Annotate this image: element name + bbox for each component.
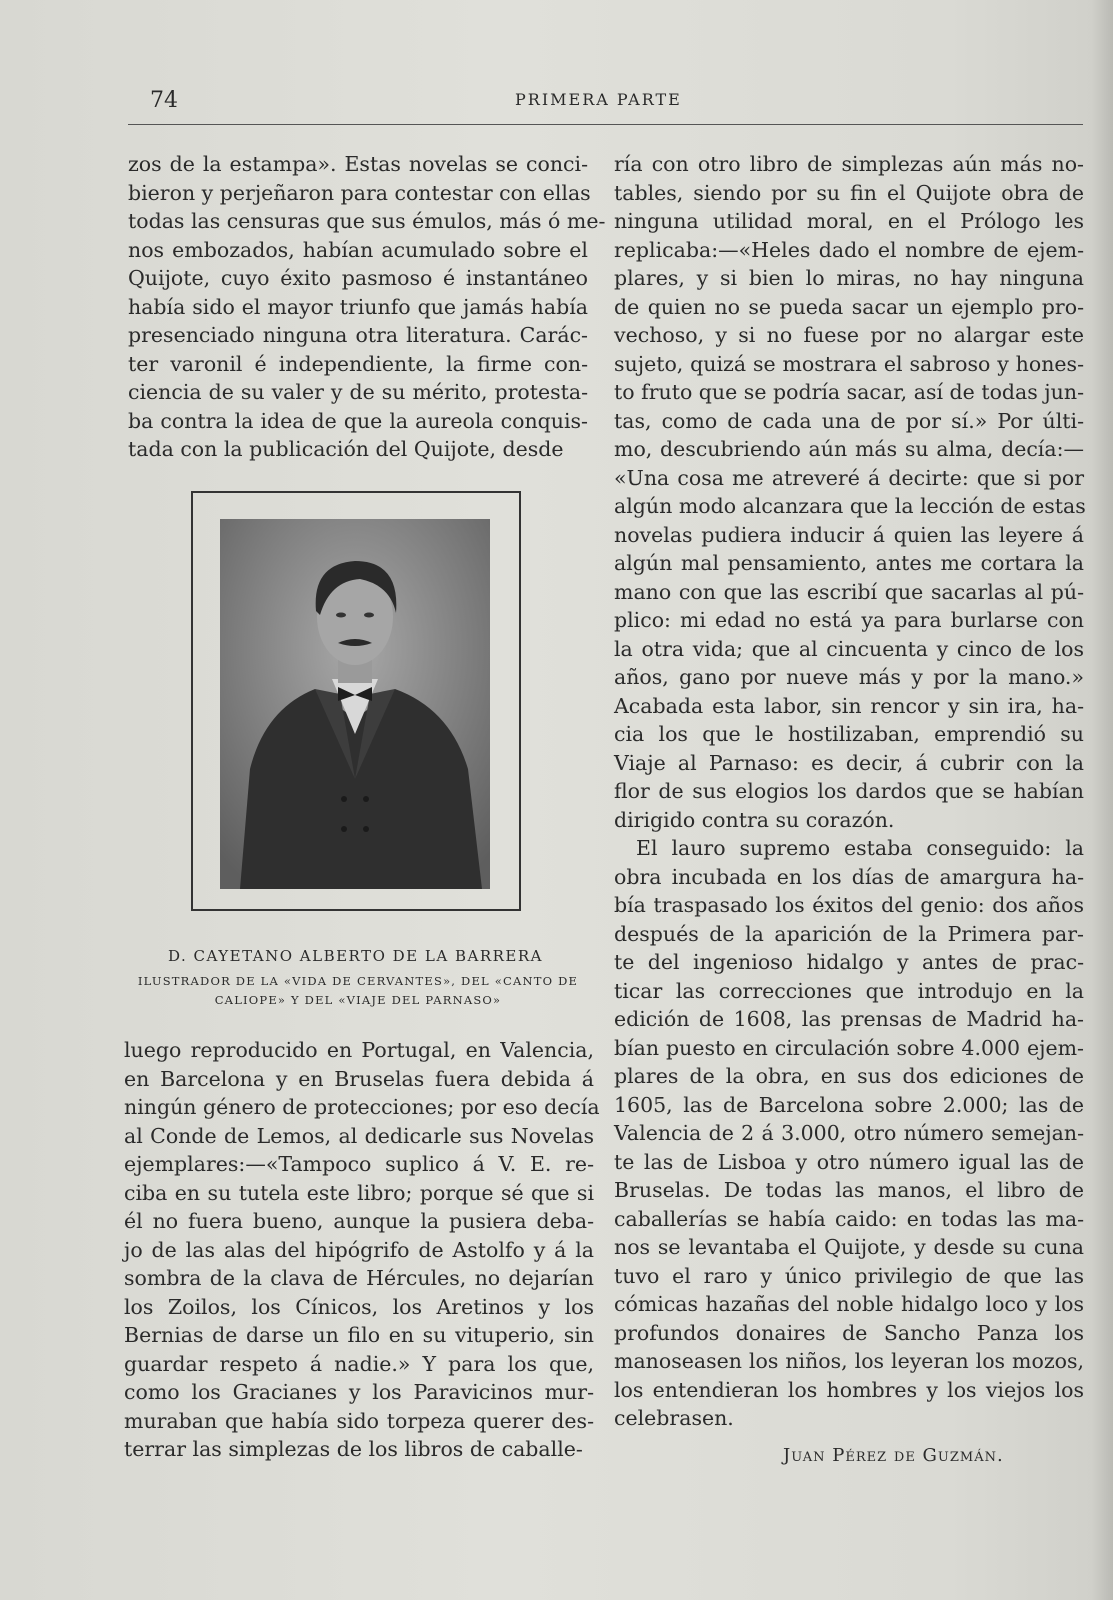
text-line: los entendieran los hombres y los viejos los [614,1377,1084,1402]
text-line: ninguna utilidad moral, en el Prólogo les [614,209,1084,233]
text-line: cia los que le hostilizaban, emprendió su [614,722,1084,746]
text-line: ba contra la idea de que la aureola conquis- [128,408,588,433]
figure-caption-description [128,972,588,1010]
text-line: Acabada esta labor, sin rencor y sin ira, ha- [614,693,1084,718]
text-line: mano con que las escribí que sacarlas al pú- [614,579,1084,604]
text-line: tables, siendo por su fin el Quijote obra de [614,180,1084,205]
text-line: nos se levantaba el Quijote, y desde su cuna [614,1235,1084,1259]
text-line: zos de la estampa». Estas novelas se conci- [128,152,588,176]
text-line: muraban que había sido torpeza querer des- [124,1408,594,1433]
text-line: Bernias de darse un filo en su vituperio, sin [124,1323,594,1347]
text-line: sujeto, quizá se mostrara el sabroso y hones- [614,351,1084,376]
text-line: El lauro supremo estaba conseguido: la [636,836,1084,860]
text-line: novelas pudiera inducir á quien las leyere á [614,522,1084,547]
portrait-image [220,519,490,889]
text-line: ticar las correcciones que introdujo en la [614,978,1084,1003]
text-line: ciencia de su valer y de su mérito, protesta- [128,380,588,404]
text-line: te del ingenioso hidalgo y antes de prac- [614,950,1084,974]
text-line: había sido el mayor triunfo que jamás había [128,294,588,319]
text-line: bía traspasado los éxitos del genio: dos años [614,893,1084,917]
text-line: profundos donaires de Sancho Panza los [614,1320,1084,1345]
left-column-bottom [124,1036,600,1464]
portrait-illustration [220,519,490,889]
text-line: algún modo alcanzara que la lección de estas [614,494,1086,518]
page-header [130,86,1080,120]
text-line: al Conde de Lemos, al dedicarle sus Novelas [124,1123,594,1148]
text-line: tada con la publicación del Quijote, desde [128,437,564,461]
text-line: la otra vida; que al cincuenta y cinco de los [614,636,1084,661]
text-line: plico: mi edad no está ya para burlarse con [614,608,1084,632]
text-line: como los Gracianes y los Paravicinos mur- [124,1380,594,1404]
text-line: caballerías se había caido: en todas las ma- [614,1206,1084,1231]
text-line: plares, y si bien lo miras, no hay ninguna [614,266,1084,290]
page-edge-shadow [1091,0,1113,1600]
text-line: en Barcelona y en Bruselas fuera debida á [124,1066,594,1091]
text-line: vechoso, y si no fuese por no alargar este [614,323,1084,347]
text-line: replicaba:—«Heles dado el nombre de ejem- [614,237,1084,262]
text-line: plares de la obra, en sus dos ediciones de [614,1064,1084,1088]
text-line: ejemplares:—«Tampoco suplico á V. E. re- [124,1152,594,1176]
text-line: edición de 1608, las prensas de Madrid ha- [614,1007,1084,1031]
text-line: ningún género de protecciones; por eso decía [124,1095,600,1119]
text-line: luego reproducido en Portugal, en Valencia, [124,1038,594,1062]
author-signature: Juan Pérez de Guzmán. [783,1445,1004,1466]
text-line: jo de las alas del hipógrifo de Astolfo y á la [124,1237,594,1262]
text-line: él no fuera bueno, aunque la pusiera deba- [124,1209,594,1233]
text-line: años, gano por nueve más y por la mano.» [614,665,1084,689]
figure-caption-name: D. CAYETANO ALBERTO DE LA BARRERA [168,947,543,965]
text-line: nos embozados, habían acumulado sobre el [128,237,588,262]
header-rule [128,124,1083,125]
text-line: dirigido contra su corazón. [614,807,895,832]
text-line: tuvo el raro y único privilegio de que las [614,1263,1084,1288]
text-line: todas las censuras que sus émulos, más ó me- [128,209,606,233]
text-line: Valencia de 2 á 3.000, otro número semejan- [614,1121,1084,1145]
text-line: obra incubada en los días de amargura ha- [614,864,1084,889]
text-line: guardar respeto á nadie.» Y para los que, [124,1351,594,1376]
right-column [614,150,1084,1433]
text-line: 1605, las de Barcelona sobre 2.000; las de [614,1092,1084,1117]
text-line: manoseasen los niños, los leyeran los mozos, [614,1349,1084,1373]
text-line: ciba en su tutela este libro; porque sé que si [124,1180,594,1205]
text-line: ría con otro libro de simplezas aún más no- [614,152,1084,176]
text-line: terrar las simplezas de los libros de caballe- [124,1437,583,1461]
text-line: los Zoilos, los Cínicos, los Aretinos y los [124,1294,594,1319]
text-line: cómicas hazañas del noble hidalgo loco y los [614,1292,1084,1316]
text-line: sombra de la clava de Hércules, no dejarían [124,1266,594,1290]
text-line: bieron y perjeñaron para contestar con ellas [128,180,591,205]
figure-caption-line: CALIOPE» Y DEL «VIAJE DEL PARNASO» [214,993,502,1007]
text-line: de quien no se pueda sacar un ejemplo pro- [614,294,1084,319]
text-line: presenciado ninguna otra literatura. Carác- [128,323,588,347]
page-number: 74 [150,88,178,113]
running-head: PRIMERA PARTE [515,90,682,109]
text-line: mo, descubriendo aún más su alma, decía:— [614,437,1084,461]
text-line: bían puesto en circulación sobre 4.000 ejem- [614,1035,1084,1060]
text-line: flor de sus elogios los dardos que se habían [614,779,1084,803]
text-line: tas, como de cada una de por sí.» Por últi- [614,408,1084,433]
text-line: Viaje al Parnaso: es decir, á cubrir con la [614,750,1084,775]
text-line: celebrasen. [614,1406,734,1430]
text-line: después de la aparición de la Primera par- [614,921,1084,946]
text-line: te las de Lisboa y otro número igual las de [614,1149,1084,1174]
left-column-top [128,150,606,464]
text-line: algún mal pensamiento, antes me cortara la [614,551,1084,575]
text-line: Bruselas. De todas las manos, el libro de [614,1178,1084,1202]
text-line: ter varonil é independiente, la firme con- [128,351,588,376]
text-line: to fruto que se podría sacar, así de todas jun- [614,380,1084,404]
text-line: «Una cosa me atreveré á decirte: que si por [614,465,1084,490]
text-line: Quijote, cuyo éxito pasmoso é instantáneo [128,266,588,290]
figure-caption-line: ILUSTRADOR DE LA «VIDA DE CERVANTES», DEL «CANTO DE [137,974,579,988]
